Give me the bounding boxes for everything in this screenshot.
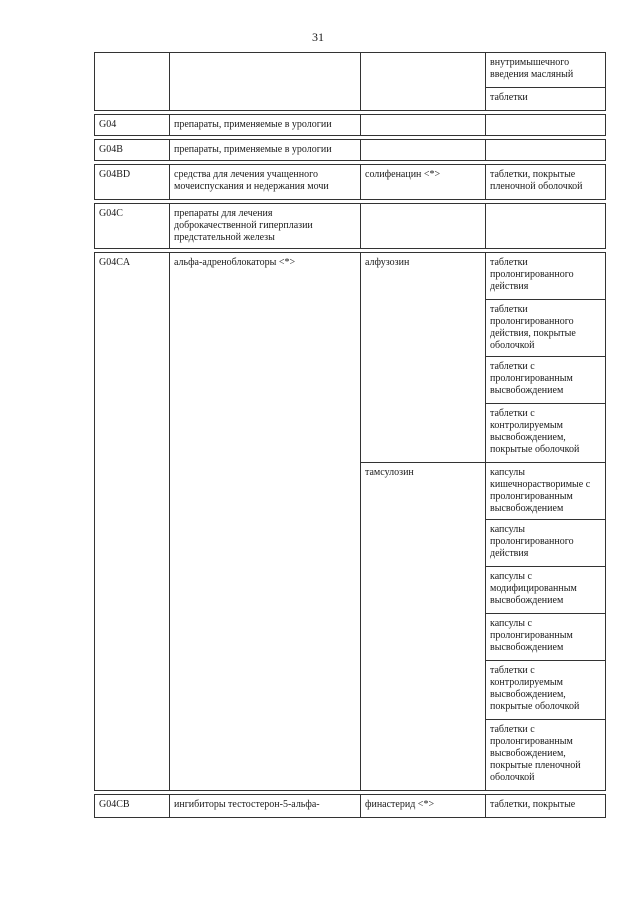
drug-cell — [361, 115, 486, 136]
form-cell: капсулы кишечнорастворимые с пролонгированным высвобождением — [486, 463, 606, 520]
group-cell: ингибиторы тестостерон-5-альфа- — [170, 795, 361, 818]
group-cell: препараты для лечения доброкачественной гиперплазии предстательной железы — [170, 204, 361, 249]
atc-code-cell: G04C — [95, 204, 170, 249]
form-cell: капсулы с модифицированным высвобождением — [486, 567, 606, 614]
page-number: 31 — [312, 30, 324, 44]
drug-cell — [361, 204, 486, 249]
form-cell: таблетки — [486, 88, 606, 111]
form-cell: капсулы с пролонгированным высвобождением — [486, 614, 606, 661]
group-cell — [170, 53, 361, 111]
drug-cell — [361, 140, 486, 161]
group-cell: препараты, применяемые в урологии — [170, 115, 361, 136]
atc-code-cell: G04BD — [95, 165, 170, 200]
form-cell: таблетки с контролируемым высвобождением, покрытые оболочкой — [486, 661, 606, 720]
atc-code-cell — [95, 53, 170, 111]
table-row — [95, 204, 606, 249]
drug-table — [94, 52, 606, 818]
drug-cell: алфузозин — [361, 253, 486, 463]
form-cell: таблетки, покрытые пленочной оболочкой — [486, 165, 606, 200]
drug-cell: тамсулозин — [361, 463, 486, 791]
group-cell: препараты, применяемые в урологии — [170, 140, 361, 161]
atc-code-cell: G04B — [95, 140, 170, 161]
form-cell — [486, 115, 606, 136]
form-cell: таблетки пролонгированного действия — [486, 253, 606, 300]
form-cell: таблетки с пролонгированным высвобождением, покрытые пленочной оболочкой — [486, 720, 606, 791]
drug-cell: финастерид <*> — [361, 795, 486, 818]
drug-cell — [361, 53, 486, 111]
table-row — [95, 795, 606, 818]
table-row — [95, 115, 606, 136]
group-cell: альфа-адреноблокаторы <*> — [170, 253, 361, 791]
form-cell — [486, 204, 606, 249]
table-row — [95, 140, 606, 161]
form-cell: капсулы пролонгированного действия — [486, 520, 606, 567]
form-cell: таблетки пролонгированного действия, покрытые оболочкой — [486, 300, 606, 357]
atc-code-cell: G04CA — [95, 253, 170, 791]
atc-code-cell: G04 — [95, 115, 170, 136]
table-row — [95, 53, 606, 88]
table-row — [95, 253, 606, 300]
drug-cell: солифенацин <*> — [361, 165, 486, 200]
group-cell: средства для лечения учащенного мочеиспускания и недержания мочи — [170, 165, 361, 200]
atc-code-cell: G04CB — [95, 795, 170, 818]
form-cell: таблетки, покрытые — [486, 795, 606, 818]
form-cell — [486, 140, 606, 161]
form-cell: внутримышечного введения масляный — [486, 53, 606, 88]
form-cell: таблетки с пролонгированным высвобождением — [486, 357, 606, 404]
table-row — [95, 165, 606, 200]
form-cell: таблетки с контролируемым высвобождением, покрытые оболочкой — [486, 404, 606, 463]
